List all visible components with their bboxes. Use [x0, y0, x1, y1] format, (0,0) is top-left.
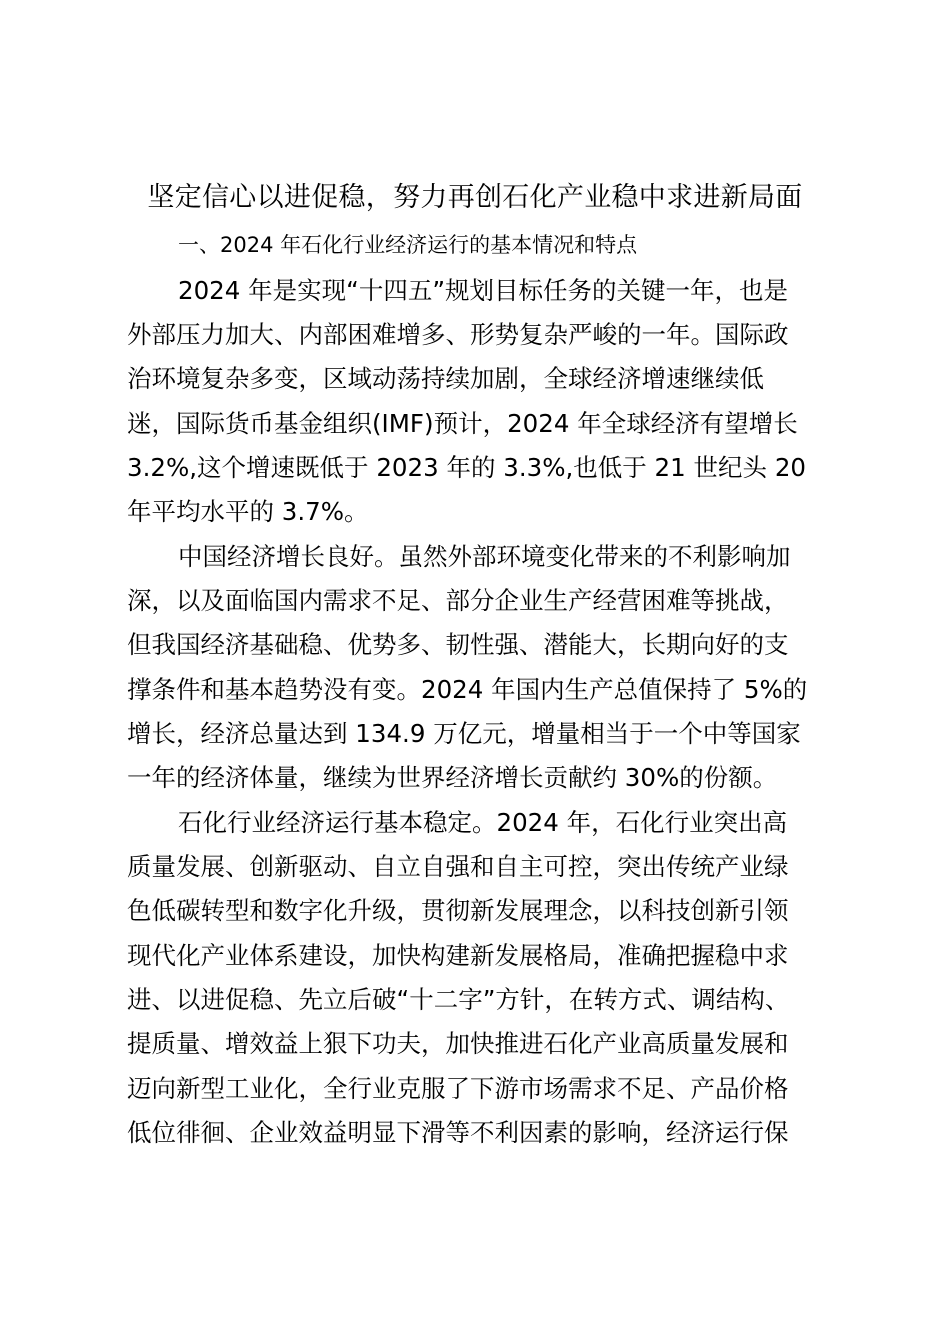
paragraph-line: 外部压力加大、内部困难增多、形势复杂严峻的一年。国际政 — [127, 320, 789, 349]
paragraph-line: 石化行业经济运行基本稳定。2024 年，石化行业突出高 — [178, 808, 788, 837]
paragraph-line: 迷，国际货币基金组织(IMF)预计，2024 年全球经济有望增长 — [127, 409, 798, 438]
paragraph-line: 色低碳转型和数字化升级，贯彻新发展理念，以科技创新引领 — [127, 896, 789, 925]
paragraph-line: 撑条件和基本趋势没有变。2024 年国内生产总值保持了 5%的 — [127, 675, 808, 704]
paragraph-line: 质量发展、创新驱动、自立自强和自主可控，突出传统产业绿 — [127, 852, 789, 881]
paragraph-line: 中国经济增长良好。虽然外部环境变化带来的不利影响加 — [178, 542, 791, 571]
paragraph-line: 3.2%,这个增速既低于 2023 年的 3.3%,也低于 21 世纪头 20 — [127, 453, 806, 482]
paragraph-line: 低位徘徊、企业效益明显下滑等不利因素的影响，经济运行保 — [127, 1118, 789, 1147]
document-title: 坚定信心以进促稳，努力再创石化产业稳中求进新局面 — [147, 182, 803, 213]
paragraph-line: 年平均水平的 3.7%。 — [127, 497, 369, 526]
section-heading: 一、2024 年石化行业经济运行的基本情况和特点 — [178, 233, 638, 257]
paragraph-line: 深，以及面临国内需求不足、部分企业生产经营困难等挑战， — [127, 586, 789, 615]
paragraph-line: 进、以进促稳、先立后破“十二字”方针，在转方式、调结构、 — [127, 985, 790, 1014]
paragraph-line: 增长，经济总量达到 134.9 万亿元，增量相当于一个中等国家 — [127, 719, 801, 748]
paragraph-line: 现代化产业体系建设，加快构建新发展格局，准确把握稳中求 — [127, 941, 789, 970]
paragraph-line: 一年的经济体量，继续为世界经济增长贡献约 30%的份额。 — [127, 763, 778, 792]
paragraph-line: 提质量、增效益上狠下功夫，加快推进石化产业高质量发展和 — [127, 1029, 789, 1058]
paragraph-line: 但我国经济基础稳、优势多、韧性强、潜能大，长期向好的支 — [127, 630, 789, 659]
paragraph-line: 迈向新型工业化，全行业克服了下游市场需求不足、产品价格 — [127, 1074, 789, 1103]
paragraph-line: 2024 年是实现“十四五”规划目标任务的关键一年，也是 — [178, 276, 789, 305]
paragraph-line: 治环境复杂多变，区域动荡持续加剧，全球经济增速继续低 — [127, 364, 764, 393]
